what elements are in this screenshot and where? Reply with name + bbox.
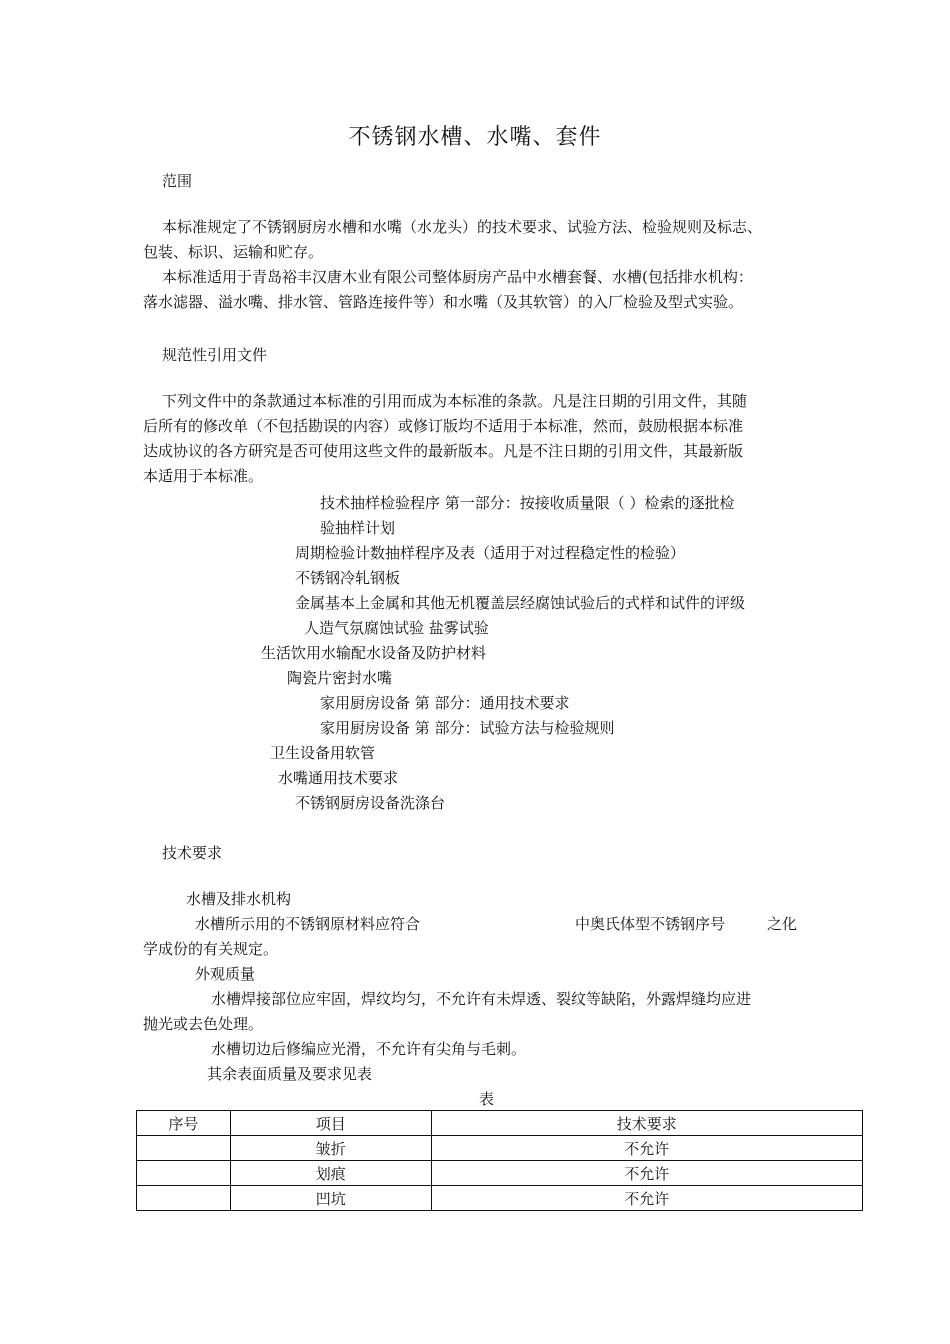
- table-cell-requirement: 不允许: [431, 1161, 862, 1186]
- reference-item: 不锈钢厨房设备洗涤台: [295, 794, 446, 812]
- references-intro-line-3: 达成协议的各方研究是否可使用这些文件的最新版本。凡是不注日期的引用文件，其最新版: [143, 442, 744, 460]
- subheading-sink-drain: 水槽及排水机构: [186, 890, 292, 908]
- subheading-appearance: 外观质量: [195, 965, 256, 983]
- material-text-part-3: 之化: [767, 915, 798, 933]
- references-intro-line-4: 本适用于本标准。: [143, 467, 264, 485]
- reference-item: 周期检验计数抽样程序及表（适用于对过程稳定性的检验）: [295, 544, 686, 562]
- reference-item: 生活饮用水输配水设备及防护材料: [261, 644, 487, 662]
- section-heading-technical: 技术要求: [162, 844, 223, 862]
- table-cell-item: 皱折: [230, 1136, 431, 1161]
- table-caption: 表: [479, 1090, 495, 1108]
- scope-paragraph-1-line-1: 本标准规定了不锈钢厨房水槽和水嘴（水龙头）的技术要求、试验方法、检验规则及标志、: [162, 218, 763, 236]
- table-cell-number: [137, 1136, 231, 1161]
- column-header-number: 序号: [137, 1111, 231, 1136]
- table-row: [137, 1136, 863, 1161]
- scope-paragraph-2-line-2: 落水滤器、溢水嘴、排水管、管路连接件等）和水嘴（及其软管）的入厂检验及型式实验。: [143, 293, 744, 311]
- surface-quality-table: [136, 1110, 863, 1211]
- material-text-part-1: 水槽所示用的不锈钢原材料应符合: [195, 915, 421, 933]
- table-cell-requirement: 不允许: [431, 1186, 862, 1211]
- reference-item: 卫生设备用软管: [270, 744, 376, 762]
- reference-item: 家用厨房设备 第 部分：试验方法与检验规则: [320, 719, 615, 737]
- page-title: 不锈钢水槽、水嘴、套件: [348, 125, 602, 150]
- reference-item: 金属基本上金属和其他无机覆盖层经腐蚀试验后的式样和试件的评级: [295, 594, 746, 612]
- reference-item: 人造气氛腐蚀试验 盐雾试验: [304, 619, 489, 637]
- reference-item: 不锈钢冷轧钢板: [295, 569, 401, 587]
- scope-paragraph-1-line-2: 包装、标识、运输和贮存。: [143, 243, 324, 261]
- section-heading-scope: 范围: [162, 172, 193, 190]
- references-intro-line-1: 下列文件中的条款通过本标准的引用而成为本标准的条款。凡是注日期的引用文件，其随: [162, 392, 748, 410]
- column-header-requirement: 技术要求: [431, 1111, 862, 1136]
- reference-item: 验抽样计划: [320, 519, 396, 537]
- reference-item: 水嘴通用技术要求: [278, 769, 399, 787]
- other-requirements-text: 其余表面质量及要求见表: [207, 1065, 373, 1083]
- reference-item: 家用厨房设备 第 部分：通用技术要求: [320, 694, 570, 712]
- scope-paragraph-2-line-1: 本标准适用于青岛裕丰汉唐木业有限公司整体厨房产品中水槽套餐、水槽(包括排水机构：: [162, 268, 753, 286]
- table-cell-requirement: 不允许: [431, 1136, 862, 1161]
- references-intro-line-2: 后所有的修改单（不包括勘误的内容）或修订版均不适用于本标准，然而，鼓励根据本标准: [143, 417, 744, 435]
- table-cell-item: 凹坑: [230, 1186, 431, 1211]
- table-header-row: [137, 1111, 863, 1136]
- table-cell-item: 划痕: [230, 1161, 431, 1186]
- material-text-part-2: 中奥氏体型不锈钢序号: [575, 915, 726, 933]
- table-cell-number: [137, 1186, 231, 1211]
- table-cell-number: [137, 1161, 231, 1186]
- welding-text-line-2: 抛光或去色处理。: [143, 1015, 264, 1033]
- welding-text-line-1: 水槽焊接部位应牢固，焊纹均匀，不允许有未焊透、裂纹等缺陷，外露焊缝均应进: [211, 990, 752, 1008]
- reference-item: 技术抽样检验程序 第一部分：按接收质量限（ ）检索的逐批检: [320, 494, 735, 512]
- section-heading-references: 规范性引用文件: [162, 346, 268, 364]
- column-header-item: 项目: [230, 1111, 431, 1136]
- table-row: [137, 1186, 863, 1211]
- table-row: [137, 1161, 863, 1186]
- reference-item: 陶瓷片密封水嘴: [287, 669, 393, 687]
- material-text-line-2: 学成份的有关规定。: [143, 940, 279, 958]
- edge-text: 水槽切边后修编应光滑，不允许有尖角与毛刺。: [211, 1040, 527, 1058]
